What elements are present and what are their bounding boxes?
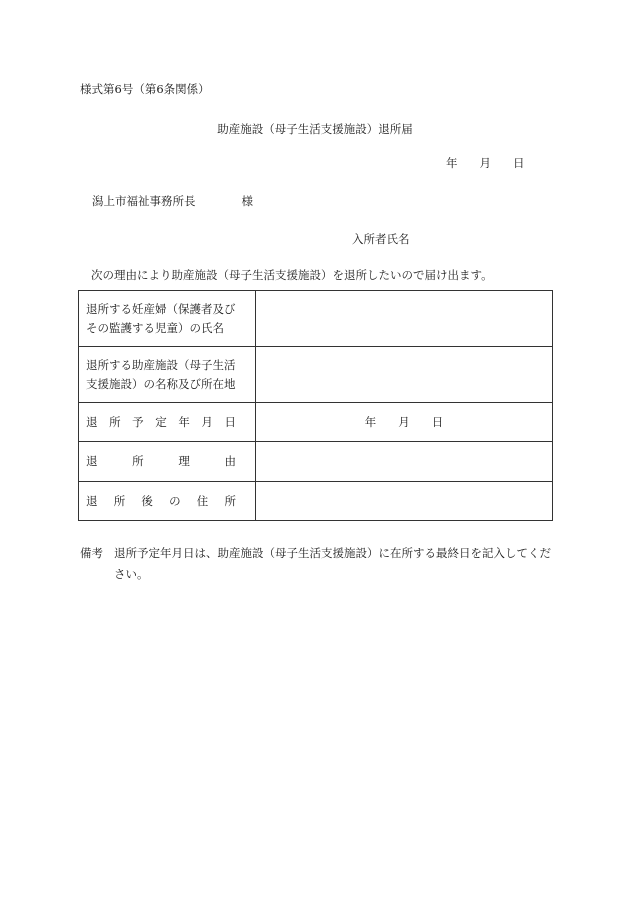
exit-date-year: 年 (364, 415, 377, 429)
remarks-line-2: さい。 (114, 567, 149, 581)
intro-text: 次の理由により助産施設（母子生活支援施設）を退所したいので届け出ます。 (91, 268, 493, 282)
applicant-name-label: 入所者氏名 (352, 232, 410, 246)
row-label-facility: 退所する助産施設（母子生活 支援施設）の名称及び所在地 (79, 347, 256, 403)
date-month: 月 (479, 156, 491, 170)
table-row (79, 442, 553, 482)
submission-date (446, 155, 525, 171)
exit-date-day: 日 (431, 415, 444, 429)
row-label-post-exit-address: 退 所 後 の 住 所 (79, 482, 256, 521)
exit-date-month: 月 (398, 415, 410, 429)
facility-name-address-field[interactable] (256, 347, 553, 403)
table-row (79, 347, 553, 403)
remarks-heading: 備考 (80, 546, 103, 560)
form-number: 様式第6号（第6条関係） (80, 82, 210, 96)
table-row (79, 403, 553, 442)
resident-name-field[interactable] (256, 291, 553, 347)
row-label-exit-reason: 退 所 理 由 (79, 442, 256, 482)
addressee-office: 潟上市福祉事務所長 (92, 194, 196, 208)
notification-form-table (78, 290, 553, 521)
addressee-honorific: 様 (241, 194, 253, 208)
remarks-line-1: 退所予定年月日は、助産施設（母子生活支援施設）に在所する最終日を記入してくだ (114, 546, 551, 560)
row-label-resident-name: 退所する妊産婦（保護者及び その監護する児童）の氏名 (79, 291, 256, 347)
document-title: 助産施設（母子生活支援施設）退所届 (217, 122, 413, 136)
table-row (79, 291, 553, 347)
exit-date-field[interactable] (256, 403, 553, 442)
date-year: 年 (446, 156, 458, 170)
post-exit-address-field[interactable] (256, 482, 553, 521)
date-day: 日 (513, 156, 525, 170)
table-row (79, 482, 553, 521)
row-label-exit-date: 退 所 予 定 年 月 日 (79, 403, 256, 442)
exit-reason-field[interactable] (256, 442, 553, 482)
addressee (92, 193, 253, 209)
remarks-note (80, 543, 560, 585)
